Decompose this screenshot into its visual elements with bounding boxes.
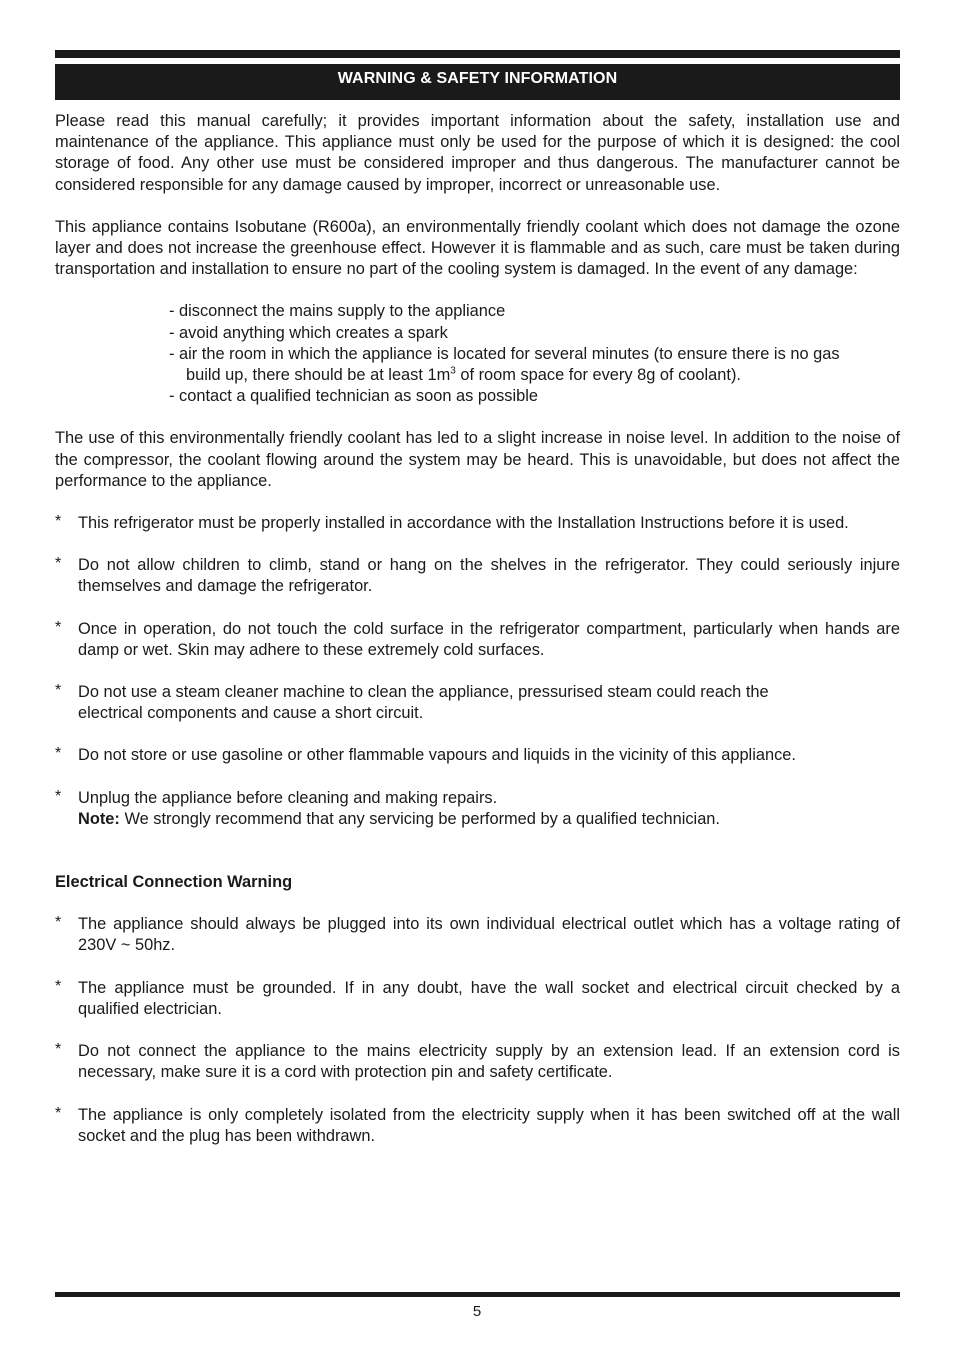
- list-text: of room space for every 8g of coolant).: [455, 366, 741, 385]
- list-item: - disconnect the mains supply to the appliance: [169, 302, 506, 321]
- safety-bullet: [55, 513, 900, 534]
- damage-steps-list: [55, 301, 900, 407]
- bullet-marker: *: [55, 787, 62, 805]
- safety-bullet: [55, 745, 900, 766]
- note-text: We strongly recommend that any servicing be performed by a qualified technician.: [119, 809, 720, 828]
- list-item: - contact a qualified technician as soon as possible: [169, 387, 539, 406]
- bullet-marker: *: [55, 914, 62, 932]
- intro-paragraph: Please read this manual carefully; it provides important information about the safety, installation use and maintenance of the appliance. This appliance must only be used for the purpose of which it is designed: the cool storage of food. Any other use must be considered improper and thus dangerous. The manufacturer cannot be considered responsible for any damage caused by improper, incorrect or unreasonable use.: [55, 112, 900, 194]
- list-item: - avoid anything which creates a spark: [169, 323, 448, 342]
- bullet-text: Unplug the appliance before cleaning and making repairs.: [78, 788, 498, 807]
- electrical-bullet: [55, 1105, 900, 1147]
- electrical-bullet: [55, 914, 900, 956]
- bullet-marker: *: [55, 555, 62, 573]
- bullet-text: The appliance is only completely isolated from the electricity supply when it has been switched off at the wall socket and the plug has been withdrawn.: [78, 1105, 900, 1145]
- noise-paragraph: The use of this environmentally friendly coolant has led to a slight increase in noise level. In addition to the noise of the compressor, the coolant flowing around the system may be heard. This is unavoidable, but does not affect the performance to the appliance.: [55, 429, 900, 490]
- bullet-text: Once in operation, do not touch the cold surface in the refrigerator compartment, particularly when hands are damp or wet. Skin may adhere to these extremely cold surfaces.: [78, 619, 900, 659]
- document-page: [55, 50, 900, 1147]
- safety-bullet: [55, 682, 900, 724]
- bullet-text: Do not connect the appliance to the mains electricity supply by an extension lead. If an extension cord is necessary, make sure it is a cord with protection pin and safety certificate.: [78, 1042, 900, 1082]
- bullet-marker: *: [55, 1104, 62, 1122]
- safety-bullet: [55, 555, 900, 597]
- bullet-marker: *: [55, 682, 62, 700]
- bottom-rule: [55, 1292, 900, 1297]
- safety-bullet: [55, 788, 900, 830]
- top-rule: [55, 50, 900, 58]
- note-line: [78, 809, 900, 830]
- list-item-continuation: [169, 365, 900, 386]
- bullet-marker: *: [55, 745, 62, 763]
- note-label: Note:: [78, 809, 120, 828]
- page-number: 5: [472, 1303, 482, 1320]
- electrical-bullet: [55, 978, 900, 1020]
- bullet-text: This refrigerator must be properly installed in accordance with the Installation Instructions before it is used.: [78, 514, 849, 533]
- electrical-bullet: [55, 1041, 900, 1083]
- bullet-text: Do not allow children to climb, stand or hang on the shelves in the refrigerator. They could seriously injure themselves and damage the refrigerator.: [78, 556, 900, 596]
- list-item: - air the room in which the appliance is located for several minutes (to ensure there is no gas: [169, 344, 840, 363]
- bullet-text: The appliance should always be plugged into its own individual electrical outlet which has a voltage rating of 230V ~ 50hz.: [78, 915, 900, 955]
- bullet-marker: *: [55, 1041, 62, 1059]
- electrical-heading: Electrical Connection Warning: [55, 873, 293, 892]
- bullet-text: Do not use a steam cleaner machine to clean the appliance, pressurised steam could reach the: [78, 683, 769, 702]
- bullet-marker: *: [55, 618, 62, 636]
- bullet-text: electrical components and cause a short circuit.: [78, 704, 424, 723]
- safety-bullet: [55, 619, 900, 661]
- bullet-text: The appliance must be grounded. If in any doubt, have the wall socket and electrical circuit checked by a qualified electrician.: [78, 978, 900, 1018]
- superscript: 3: [450, 365, 456, 377]
- coolant-paragraph: This appliance contains Isobutane (R600a), an environmentally friendly coolant which does not damage the ozone layer and does not increase the greenhouse effect. However it is flammable and as such, care must be taken during transportation and installation to ensure no part of the cooling system is damaged. In the event of any damage:: [55, 217, 900, 279]
- section-title: WARNING & SAFETY INFORMATION: [55, 64, 900, 100]
- bullet-text: Do not store or use gasoline or other flammable vapours and liquids in the vicinity of this appliance.: [78, 746, 796, 765]
- bullet-marker: *: [55, 513, 62, 531]
- bullet-marker: *: [55, 977, 62, 995]
- list-text: build up, there should be at least 1m: [186, 366, 451, 385]
